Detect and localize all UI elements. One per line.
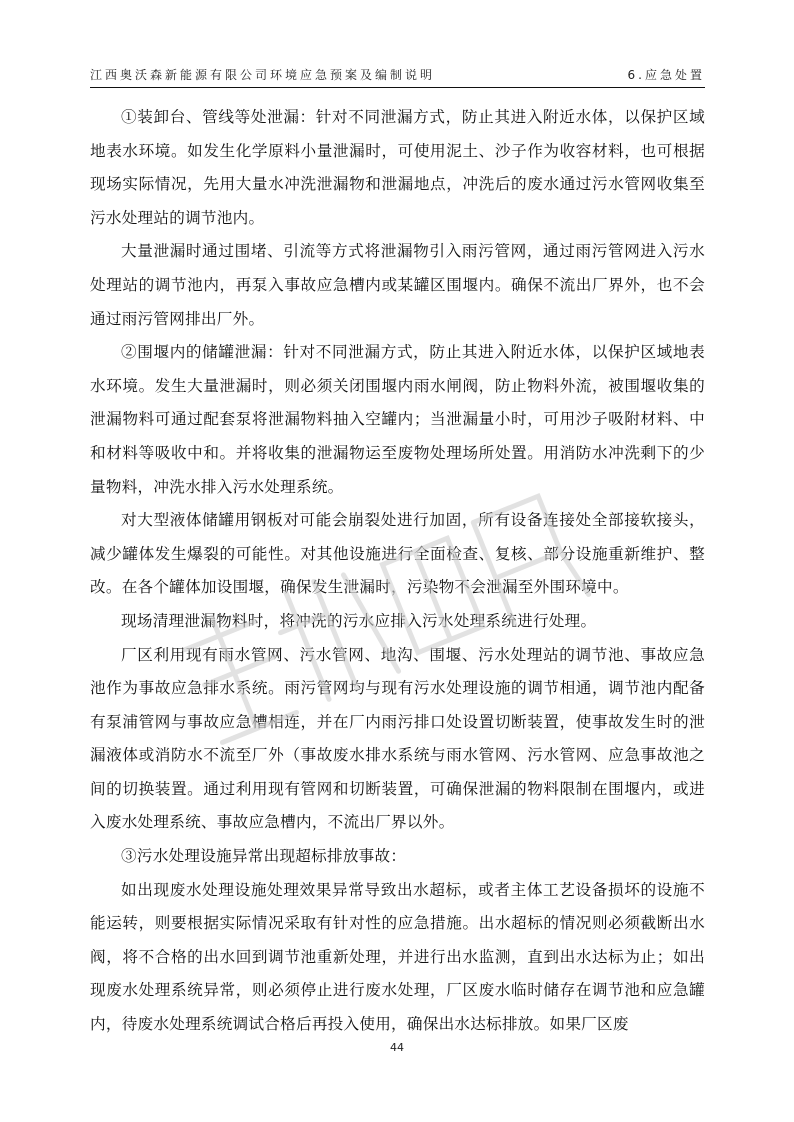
paragraph: ③污水处理设施异常出现超标排放事故： [121, 847, 407, 866]
body-text [90, 101, 705, 1042]
paragraph: 厂区利用现有雨水管网、污水管网、地沟、围堰、污水处理站的调节池、事故应急池作为事故应急排水系统。雨污管网均与现有污水处理设施的调节相通，调节池内配备有泵浦管网与事故应急槽相连，并在厂内雨污排口处设置切断装置，使事故发生时的泄漏液体或消防水不流至厂外（事故废水排水系统与雨水管网、污水管网、应急事故池之间的切换装置。通过利用现有管网和切断装置，可确保泄漏的物料限制在围堰内，或进入废水处理系统、事故应急槽内，不流出厂界以外。 [90, 645, 705, 832]
document-title: 江西奥沃森新能源有限公司环境应急预案及编制说明 [90, 68, 436, 82]
paragraph: ①装卸台、管线等处泄漏：针对不同泄漏方式，防止其进入附近水体，以保护区域地表水环境。如发生化学原料小量泄漏时，可使用泥土、沙子作为收容材料，也可根据现场实际情况，先用大量水冲洗泄漏物和泄漏地点，冲洗后的废水通过污水管网收集至污水处理站的调节池内。 [90, 108, 705, 227]
paragraph: 对大型液体储罐用钢板对可能会崩裂处进行加固，所有设备连接处全部接软接头，减少罐体发生爆裂的可能性。对其他设施进行全面检查、复核、部分设施重新维护、整改。在各个罐体加设围堰，确保发生泄漏时，污染物不会泄漏至外围环境中。 [90, 511, 705, 597]
page-number: 44 [390, 1041, 404, 1054]
paragraph: ②围堰内的储罐泄漏：针对不同泄漏方式，防止其进入附近水体，以保护区域地表水环境。发生大量泄漏时，则必须关闭围堰内雨水闸阀，防止物料外流，被围堰收集的泄漏物料可通过配套泵将泄漏物料抽入空罐内；当泄漏量小时，可用沙子吸附材料、中和材料等吸收中和。并将收集的泄漏物运至废物处理场所处置。用消防水冲洗剩下的少量物料，冲洗水排入污水处理系统。 [90, 343, 705, 496]
paragraph: 现场清理泄漏物料时，将冲洗的污水应排入污水处理系统进行处理。 [121, 611, 597, 630]
header-rule [90, 87, 705, 88]
paragraph: 大量泄漏时通过围堵、引流等方式将泄漏物引入雨污管网，通过雨污管网进入污水处理站的调节池内，再泵入事故应急槽内或某罐区围堰内。确保不流出厂界外，也不会通过雨污管网排出厂外。 [90, 242, 705, 328]
page-header [90, 66, 705, 86]
paragraph: 如出现废水处理设施处理效果异常导致出水超标，或者主体工艺设备损坏的设施不能运转，则要根据实际情况采取有针对性的应急措施。出水超标的情况则必须截断出水阀，将不合格的出水回到调节池重新处理，并进行出水监测，直到出水达标为止；如出现废水处理系统异常，则必须停止进行废水处理，厂区废水临时储存在调节池和应急罐内，待废水处理系统调试合格后再投入使用，确保出水达标排放。如果厂区废 [90, 880, 705, 1034]
section-label: 6.应急处置 [627, 68, 705, 82]
